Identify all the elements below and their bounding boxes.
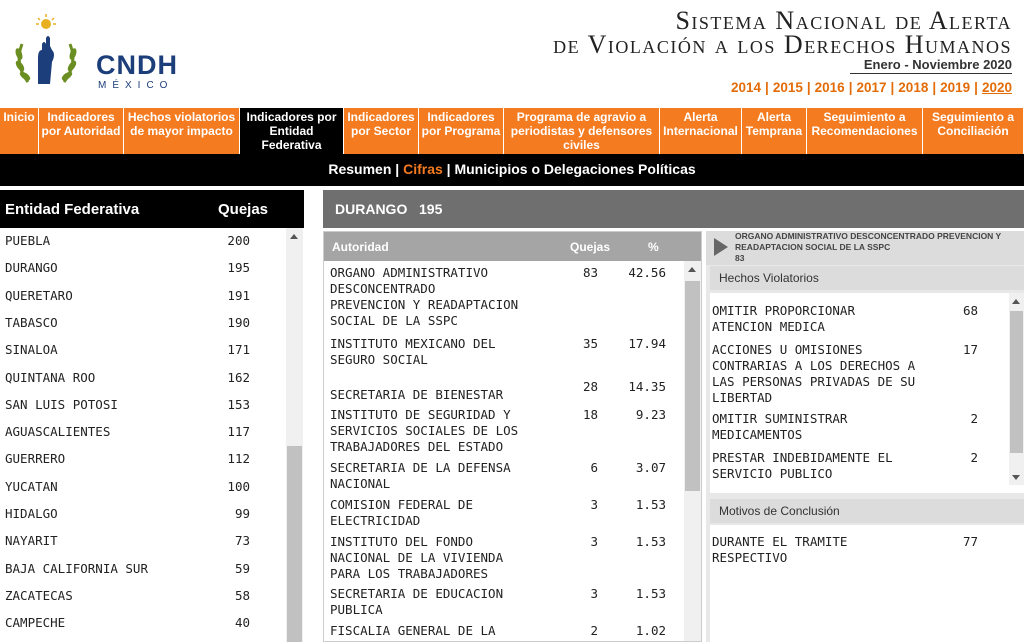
quejas-column-header: Quejas xyxy=(218,201,269,218)
hecho-name-line: CONTRARIAS A LOS DERECHOS A xyxy=(712,358,916,373)
count-column-header: Quejas xyxy=(570,240,611,254)
cndh-logo[interactable] xyxy=(8,14,198,94)
authority-name-line: TRABAJADORES DEL ESTADO xyxy=(330,439,504,454)
authority-name-line: DESCONCENTRADO xyxy=(330,281,436,296)
authority-name-line: PUBLICA xyxy=(330,602,383,617)
authority-percent: 9.23 xyxy=(635,407,666,422)
authority-percent: 17.94 xyxy=(628,336,666,351)
selected-authority-text xyxy=(735,231,1020,264)
authority-name xyxy=(330,623,545,639)
authority-name xyxy=(330,586,545,618)
authority-name-line: ELECTRICIDAD xyxy=(330,513,421,528)
selected-state-count: 195 xyxy=(419,201,443,217)
period-label: Enero - Noviembre 2020 xyxy=(850,57,1012,74)
subnav-municipios-link[interactable]: Municipios o Delegaciones Políticas xyxy=(454,161,696,177)
authority-name-line: SECRETARIA DE LA DEFENSA xyxy=(330,460,511,475)
hecho-name-line: OMITIR SUMINISTRAR xyxy=(712,411,848,426)
hecho-name xyxy=(712,303,932,335)
hecho-name-line: LAS PERSONAS PRIVADAS DE SU xyxy=(712,374,916,389)
nav-item-11[interactable]: Seguimiento a Conciliación xyxy=(923,108,1024,154)
authority-name-line: FISCALIA GENERAL DE LA xyxy=(330,623,496,638)
entity-row[interactable] xyxy=(0,255,286,282)
motivo-name-line: DURANTE EL TRAMITE xyxy=(712,534,848,549)
entity-count: 195 xyxy=(227,260,250,276)
subnav-separator: | xyxy=(391,161,404,177)
authority-count: 3 xyxy=(590,497,598,512)
year-link-2019[interactable]: 2019 xyxy=(940,80,971,95)
authority-name-line: PARA LOS TRABAJADORES xyxy=(330,566,489,581)
year-link-2020[interactable]: 2020 xyxy=(981,80,1012,95)
year-separator: | xyxy=(765,80,769,95)
entity-count: 117 xyxy=(227,424,250,440)
entity-row[interactable] xyxy=(0,310,286,337)
site-header xyxy=(0,0,1024,108)
authority-name-line: INSTITUTO MEXICANO DEL xyxy=(330,336,496,351)
entity-name: NAYARIT xyxy=(5,533,58,549)
entity-table-header xyxy=(0,190,304,228)
entity-name: SINALOA xyxy=(5,342,58,358)
authority-table-scrollbar[interactable] xyxy=(684,261,701,641)
authority-name xyxy=(330,336,545,368)
entity-list-scrollbar[interactable] xyxy=(286,228,303,642)
authority-name xyxy=(330,534,545,582)
entity-name: HIDALGO xyxy=(5,506,58,521)
hecho-name-line: ATENCION MEDICA xyxy=(712,319,825,334)
authority-percent: 1.53 xyxy=(635,586,666,601)
authority-name xyxy=(330,497,545,529)
entity-row[interactable] xyxy=(0,419,286,446)
authority-table xyxy=(323,231,702,642)
year-separator: | xyxy=(848,80,853,95)
authority-name xyxy=(330,407,545,455)
hecho-count: 2 xyxy=(970,450,978,465)
sub-nav xyxy=(0,154,1024,186)
logo-subtitle: MÉXICO xyxy=(98,80,174,91)
year-links xyxy=(731,80,1012,95)
nav-item-10[interactable]: Seguimiento a Recomendaciones xyxy=(807,108,923,154)
entity-column-header: Entidad Federativa xyxy=(5,201,140,218)
entity-row[interactable] xyxy=(0,583,286,610)
selected-authority-count: 83 xyxy=(735,253,745,263)
selected-authority-header[interactable] xyxy=(706,231,1024,265)
entity-count: 112 xyxy=(227,451,250,467)
year-separator: | xyxy=(932,80,937,95)
scrollbar-thumb[interactable] xyxy=(1010,311,1023,453)
authority-percent: 1.53 xyxy=(635,534,666,549)
percent-column-header: % xyxy=(648,240,659,254)
hecho-count: 17 xyxy=(962,342,978,357)
entity-row[interactable] xyxy=(0,556,286,583)
site-title-line2: de Violación a los Derechos Humanos xyxy=(553,30,1012,59)
entity-count: 162 xyxy=(227,369,250,385)
year-link-2015[interactable]: 2015 xyxy=(772,80,803,95)
hecho-name-line: OMITIR PROPORCIONAR xyxy=(712,303,855,318)
authority-name xyxy=(330,265,545,329)
authority-name-line: SERVICIOS SOCIALES DE LOS xyxy=(330,423,519,438)
authority-name xyxy=(330,460,545,492)
authority-table-header xyxy=(324,232,701,261)
logo-wordmark: CNDH xyxy=(96,50,178,80)
entity-name: QUERETARO xyxy=(5,287,73,303)
scroll-up-icon[interactable] xyxy=(688,267,696,272)
entity-count: 171 xyxy=(227,342,250,358)
entity-name: TABASCO xyxy=(5,314,58,330)
entity-name: ZACATECAS xyxy=(5,587,73,603)
site-title-line1: Sistema Nacional de Alerta xyxy=(675,6,1012,35)
main-nav xyxy=(0,108,1024,154)
entity-row[interactable] xyxy=(0,501,286,528)
entity-row[interactable] xyxy=(0,474,286,501)
entity-name: YUCATAN xyxy=(5,478,58,494)
entity-name: DURANGO xyxy=(5,260,58,276)
year-separator: | xyxy=(974,80,978,95)
authority-detail-panel xyxy=(706,231,1024,642)
play-arrow-icon xyxy=(714,238,728,256)
selected-state-bar xyxy=(323,190,1024,228)
authority-name-line: PREVENCION Y READAPTACION xyxy=(330,297,519,312)
entity-list xyxy=(0,228,286,642)
entity-count: 40 xyxy=(234,615,250,631)
nav-item-8[interactable]: Alerta Internacional xyxy=(660,108,742,154)
hecho-name-line: MEDICAMENTOS xyxy=(712,427,803,442)
hecho-count: 2 xyxy=(970,411,978,426)
entity-count: 153 xyxy=(227,396,250,412)
selected-authority-name: ORGANO ADMINISTRATIVO DESCONCENTRADO PREVENCION Y READAPTACION SOCIAL DE LA SSPC xyxy=(735,231,1002,252)
entity-row[interactable] xyxy=(0,392,286,419)
entity-row[interactable] xyxy=(0,446,286,473)
entity-count: 200 xyxy=(227,233,250,248)
entity-row[interactable] xyxy=(0,337,286,364)
scroll-up-icon[interactable] xyxy=(290,234,298,239)
scroll-down-icon[interactable] xyxy=(1012,475,1020,480)
year-link-2017[interactable]: 2017 xyxy=(856,80,887,95)
entity-row[interactable] xyxy=(0,365,286,392)
motivo-name xyxy=(712,534,932,566)
authority-count: 3 xyxy=(590,534,598,549)
motivo-name-line: RESPECTIVO xyxy=(712,550,788,565)
hecho-name-line: PRESTAR INDEBIDAMENTE EL xyxy=(712,450,893,465)
motivos-section-title: Motivos de Conclusión xyxy=(710,499,1024,523)
entity-row[interactable] xyxy=(0,528,286,555)
entity-name: QUINTANA ROO xyxy=(5,369,96,385)
authority-count: 28 xyxy=(582,379,598,394)
motivos-list xyxy=(710,525,1024,642)
selected-state-name: DURANGO xyxy=(335,201,408,217)
authority-count: 2 xyxy=(590,623,598,638)
subnav-cifras-link[interactable]: Cifras xyxy=(403,161,443,177)
authority-name-line: SOCIAL DE LA SSPC xyxy=(330,313,458,328)
authority-percent: 14.35 xyxy=(628,379,666,394)
authority-name-line: NACIONAL DE LA VIVIENDA xyxy=(330,550,504,565)
authority-count: 83 xyxy=(582,265,598,280)
entity-name: PUEBLA xyxy=(5,233,51,248)
authority-name-line: INSTITUTO DE SEGURIDAD Y xyxy=(330,407,511,422)
hechos-section-title: Hechos Violatorios xyxy=(710,266,1024,290)
authority-percent: 42.56 xyxy=(628,265,666,280)
authority-count: 3 xyxy=(590,586,598,601)
authority-percent: 1.02 xyxy=(635,623,666,638)
authority-percent: 3.07 xyxy=(635,460,666,475)
entity-count: 59 xyxy=(234,560,250,576)
entity-name: SAN LUIS POTOSI xyxy=(5,396,118,412)
motivo-count: 77 xyxy=(962,534,978,549)
entity-count: 100 xyxy=(227,478,250,494)
authority-percent: 1.53 xyxy=(635,497,666,512)
nav-item-4[interactable]: Indicadores por Entidad Federativa xyxy=(240,108,344,154)
hecho-name-line: SERVICIO PUBLICO xyxy=(712,466,833,481)
authority-name-line: NACIONAL xyxy=(330,476,391,491)
hecho-name xyxy=(712,450,932,482)
entity-name: CAMPECHE xyxy=(5,615,66,631)
authority-name-line: SECRETARIA DE BIENESTAR xyxy=(330,387,504,402)
year-link-2018[interactable]: 2018 xyxy=(898,80,929,95)
authority-column-header: Autoridad xyxy=(332,240,389,254)
hecho-name xyxy=(712,342,932,406)
authority-name xyxy=(330,387,545,403)
entity-name: GUERRERO xyxy=(5,451,66,467)
year-separator: | xyxy=(890,80,895,95)
entity-count: 190 xyxy=(227,314,250,330)
year-link-2014[interactable]: 2014 xyxy=(730,80,762,95)
nav-item-7[interactable]: Programa de agravio a periodistas y defensores civiles xyxy=(504,108,660,154)
authority-count: 18 xyxy=(582,407,598,422)
authority-name-line: SECRETARIA DE EDUCACION xyxy=(330,586,504,601)
authority-name-line: INSTITUTO DEL FONDO xyxy=(330,534,473,549)
authority-count: 35 xyxy=(582,336,598,351)
subnav-resumen-link[interactable]: Resumen xyxy=(328,161,392,177)
entity-row[interactable] xyxy=(0,610,286,637)
entity-row[interactable] xyxy=(0,228,286,255)
hechos-list xyxy=(710,293,1024,493)
entity-count: 191 xyxy=(227,287,250,303)
authority-name-line: COMISION FEDERAL DE xyxy=(330,497,473,512)
entity-name: AGUASCALIENTES xyxy=(5,424,111,440)
entity-name: BAJA CALIFORNIA SUR xyxy=(5,560,148,576)
hecho-name xyxy=(712,411,932,443)
hechos-scrollbar[interactable] xyxy=(1009,293,1024,485)
hecho-name-line: ACCIONES U OMISIONES xyxy=(712,342,863,357)
authority-rows xyxy=(324,261,684,642)
authority-name-line: SEGURO SOCIAL xyxy=(330,352,428,367)
year-separator: | xyxy=(806,80,811,95)
nav-item-3[interactable]: Hechos violatorios de mayor impacto xyxy=(124,108,240,154)
scrollbar-thumb[interactable] xyxy=(287,446,302,642)
nav-item-9[interactable]: Alerta Temprana xyxy=(742,108,807,154)
authority-count: 6 xyxy=(590,460,598,475)
nav-item-5[interactable]: Indicadores por Sector xyxy=(344,108,419,154)
year-link-2016[interactable]: 2016 xyxy=(814,80,845,95)
entity-count: 73 xyxy=(234,533,250,549)
scrollbar-thumb[interactable] xyxy=(685,281,700,491)
entity-count: 58 xyxy=(234,587,250,603)
scroll-up-icon[interactable] xyxy=(1012,299,1020,304)
subnav-separator: | xyxy=(442,161,455,177)
authority-name-line: ORGANO ADMINISTRATIVO xyxy=(330,265,489,280)
nav-item-1[interactable]: Inicio xyxy=(0,108,39,154)
nav-item-2[interactable]: Indicadores por Autoridad xyxy=(39,108,124,154)
entity-row[interactable] xyxy=(0,283,286,310)
laurel-hand-emblem-icon xyxy=(8,14,88,94)
nav-item-6[interactable]: Indicadores por Programa xyxy=(419,108,504,154)
hecho-name-line: LIBERTAD xyxy=(712,390,773,405)
entity-count: 99 xyxy=(234,506,250,521)
hecho-count: 68 xyxy=(962,303,978,318)
